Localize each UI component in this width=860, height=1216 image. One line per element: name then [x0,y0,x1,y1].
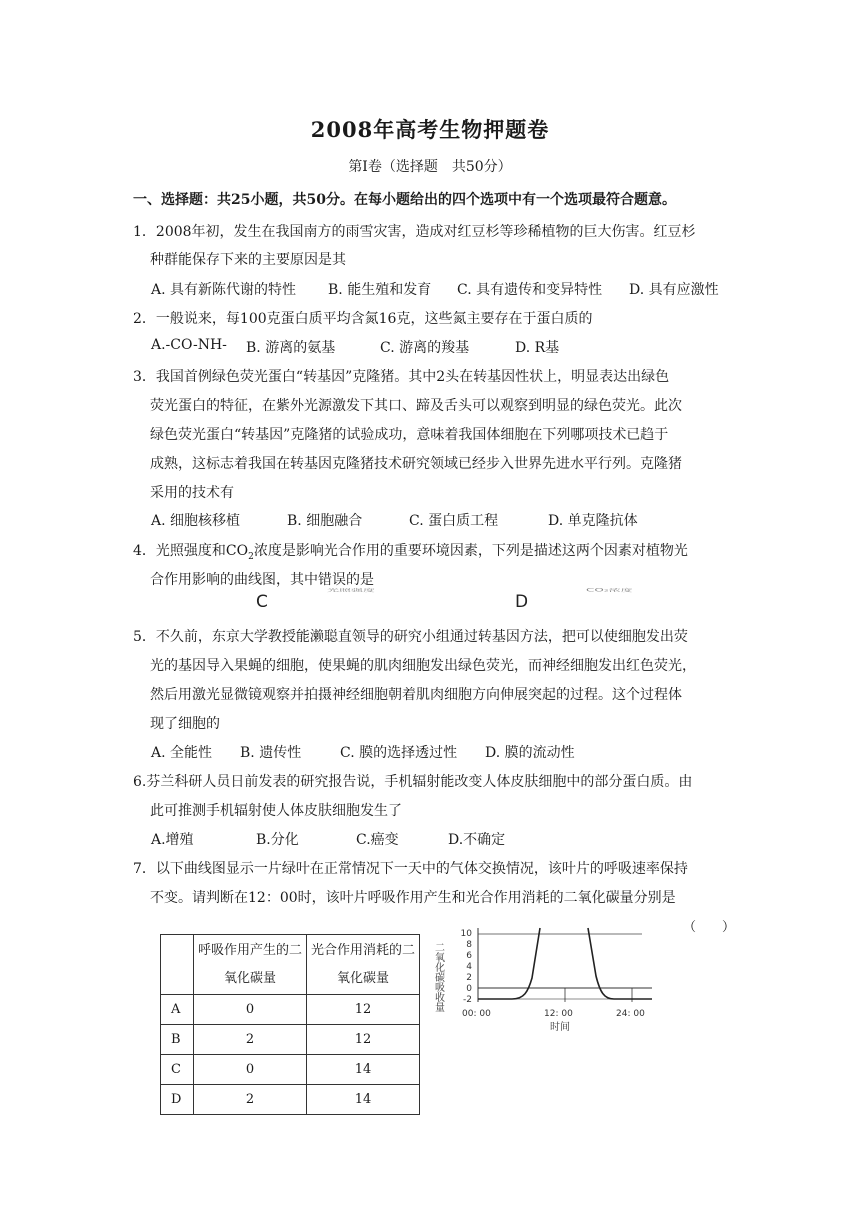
q1-option-b: B. 能生殖和发育 [328,282,432,298]
q3-line4: 成熟，这标志着我国在转基因克隆猪技术研究领域已经步入世界先进水平行列。克隆猪 [150,456,682,472]
q3-line1: 3．我国首例绿色荧光蛋白“转基因”克隆猪。其中2头在转基因性状上，明显表达出绿色 [133,369,670,385]
q2-option-c: C. 游离的羧基 [380,340,470,356]
q6-option-a: A.增殖 [151,832,194,848]
graph-ylabel: 二氧化碳吸收量 [432,942,444,1012]
section-heading: 一、选择题：共25小题，共50分。在每小题给出的四个选项中有一个选项最符合题意。 [133,192,676,208]
row-label: D [161,1085,194,1115]
q1-line1: 1．2008年初，发生在我国南方的雨雪灾害，造成对红豆杉等珍稀植物的巨大伤害。红豆杉 [133,224,696,240]
ytick: 10 [460,929,472,939]
q5-option-b: B. 遗传性 [240,745,302,761]
graph-xlabel: 时间 [550,1022,570,1033]
q6-option-d: D.不确定 [448,832,506,848]
figure-d-axis-fragment: CO₂浓度 [586,587,633,593]
q5-option-a: A. 全能性 [151,745,213,761]
q1-option-a: A. 具有新陈代谢的特性 [151,282,297,298]
q4-line1-end: 浓度是影响光合作用的重要环境因素，下列是描述这两个因素对植物光 [253,543,688,559]
section-subtitle: 第Ⅰ卷（选择题 共50分） [348,159,512,175]
row-label: C [161,1055,194,1085]
xtick: 24: 00 [616,1009,645,1019]
row-label: A [161,995,194,1025]
q5-line2: 光的基因导入果蝇的细胞，使果蝇的肌肉细胞发出绿色荧光，而神经细胞发出红色荧光， [150,658,696,674]
co2-subscript: 2 [248,551,254,562]
row-photosynthesis-value: 14 [307,1085,420,1115]
q2-option-b: B. 游离的氨基 [246,340,336,356]
row-respiration-value: 0 [194,1055,307,1085]
q1-line2: 种群能保存下来的主要原因是其 [150,252,346,268]
q3-option-b: B. 细胞融合 [287,513,363,529]
q4-line1-start: 4．光照强度和CO [133,543,249,559]
q3-option-d: D. 单克隆抗体 [548,513,638,529]
q4-line1 [133,540,688,562]
q7-line1: 7．以下曲线图显示一片绿叶在正常情况下一天中的气体交换情况，该叶片的呼吸速率保持 [133,861,688,877]
answer-table [160,934,420,1115]
q5-option-c: C. 膜的选择透过性 [340,745,458,761]
ytick: 8 [466,940,472,950]
q2-line1: 2．一般说来，每100克蛋白质平均含氮16克，这些氮主要存在于蛋白质的 [133,311,593,327]
q5-line4: 现了细胞的 [150,716,220,732]
row-respiration-value: 2 [194,1025,307,1055]
xtick: 00: 00 [462,1009,491,1019]
q7-line2: 不变。请判断在12：00时，该叶片呼吸作用产生和光合作用消耗的二氧化碳量分别是 [150,890,676,906]
row-label: B [161,1025,194,1055]
row-respiration-value: 2 [194,1085,307,1115]
q3-line3: 绿色荧光蛋白“转基因”克隆猪的试验成功，意味着我国体细胞在下列哪项技术已趋于 [150,427,669,443]
q3-option-a: A. 细胞核移植 [151,513,241,529]
table-row [161,995,420,1025]
q1-option-c: C. 具有遗传和变异特性 [457,282,603,298]
q3-option-c: C. 蛋白质工程 [409,513,499,529]
q6-line2: 此可推测手机辐射使人体皮肤细胞发生了 [150,803,402,819]
row-photosynthesis-value: 12 [307,995,420,1025]
row-photosynthesis-value: 12 [307,1025,420,1055]
co2-exchange-graph [432,926,662,1036]
table-row [161,1085,420,1115]
exam-title: 2008年高考生物押题卷 [310,117,550,142]
table-header-photosynthesis: 光合作用消耗的二氧化碳量 [307,935,420,995]
ytick: 2 [466,973,472,983]
q6-option-c: C.癌变 [356,832,399,848]
ytick: 6 [466,951,472,961]
figure-d-label: D [515,592,529,612]
xtick: 12: 00 [544,1009,573,1019]
ytick: -2 [463,995,472,1005]
q1-option-d: D. 具有应激性 [629,282,719,298]
table-row [161,1025,420,1055]
table-header-row [161,935,420,995]
q2-option-a: A.-CO-NH- [151,337,227,353]
q6-option-b: B.分化 [256,832,299,848]
table-header-empty [161,935,194,995]
figure-c-axis-fragment: 光照强度 [327,587,376,593]
table-header-respiration: 呼吸作用产生的二氧化碳量 [194,935,307,995]
q5-line1: 5．不久前，东京大学教授能濑聪直领导的研究小组通过转基因方法，把可以使细胞发出荧 [133,629,688,645]
table-row [161,1055,420,1085]
q3-line5: 采用的技术有 [150,485,234,501]
q6-line1: 6.芬兰科研人员日前发表的研究报告说，手机辐射能改变人体皮肤细胞中的部分蛋白质。由 [133,774,693,790]
ytick: 4 [466,962,472,972]
q5-option-d: D. 膜的流动性 [485,745,575,761]
q2-option-d: D. R基 [515,340,560,356]
ytick: 0 [466,984,472,994]
answer-bracket: （ ） [683,920,736,935]
row-photosynthesis-value: 14 [307,1055,420,1085]
row-respiration-value: 0 [194,995,307,1025]
q3-line2: 荧光蛋白的特征，在紫外光源激发下其口、蹄及舌头可以观察到明显的绿色荧光。此次 [150,398,682,414]
q4-line2: 合作用影响的曲线图，其中错误的是 [150,572,374,588]
figure-c-label: C [256,592,268,612]
q5-line3: 然后用激光显微镜观察并拍摄神经细胞朝着肌肉细胞方向伸展突起的过程。这个过程体 [150,687,682,703]
